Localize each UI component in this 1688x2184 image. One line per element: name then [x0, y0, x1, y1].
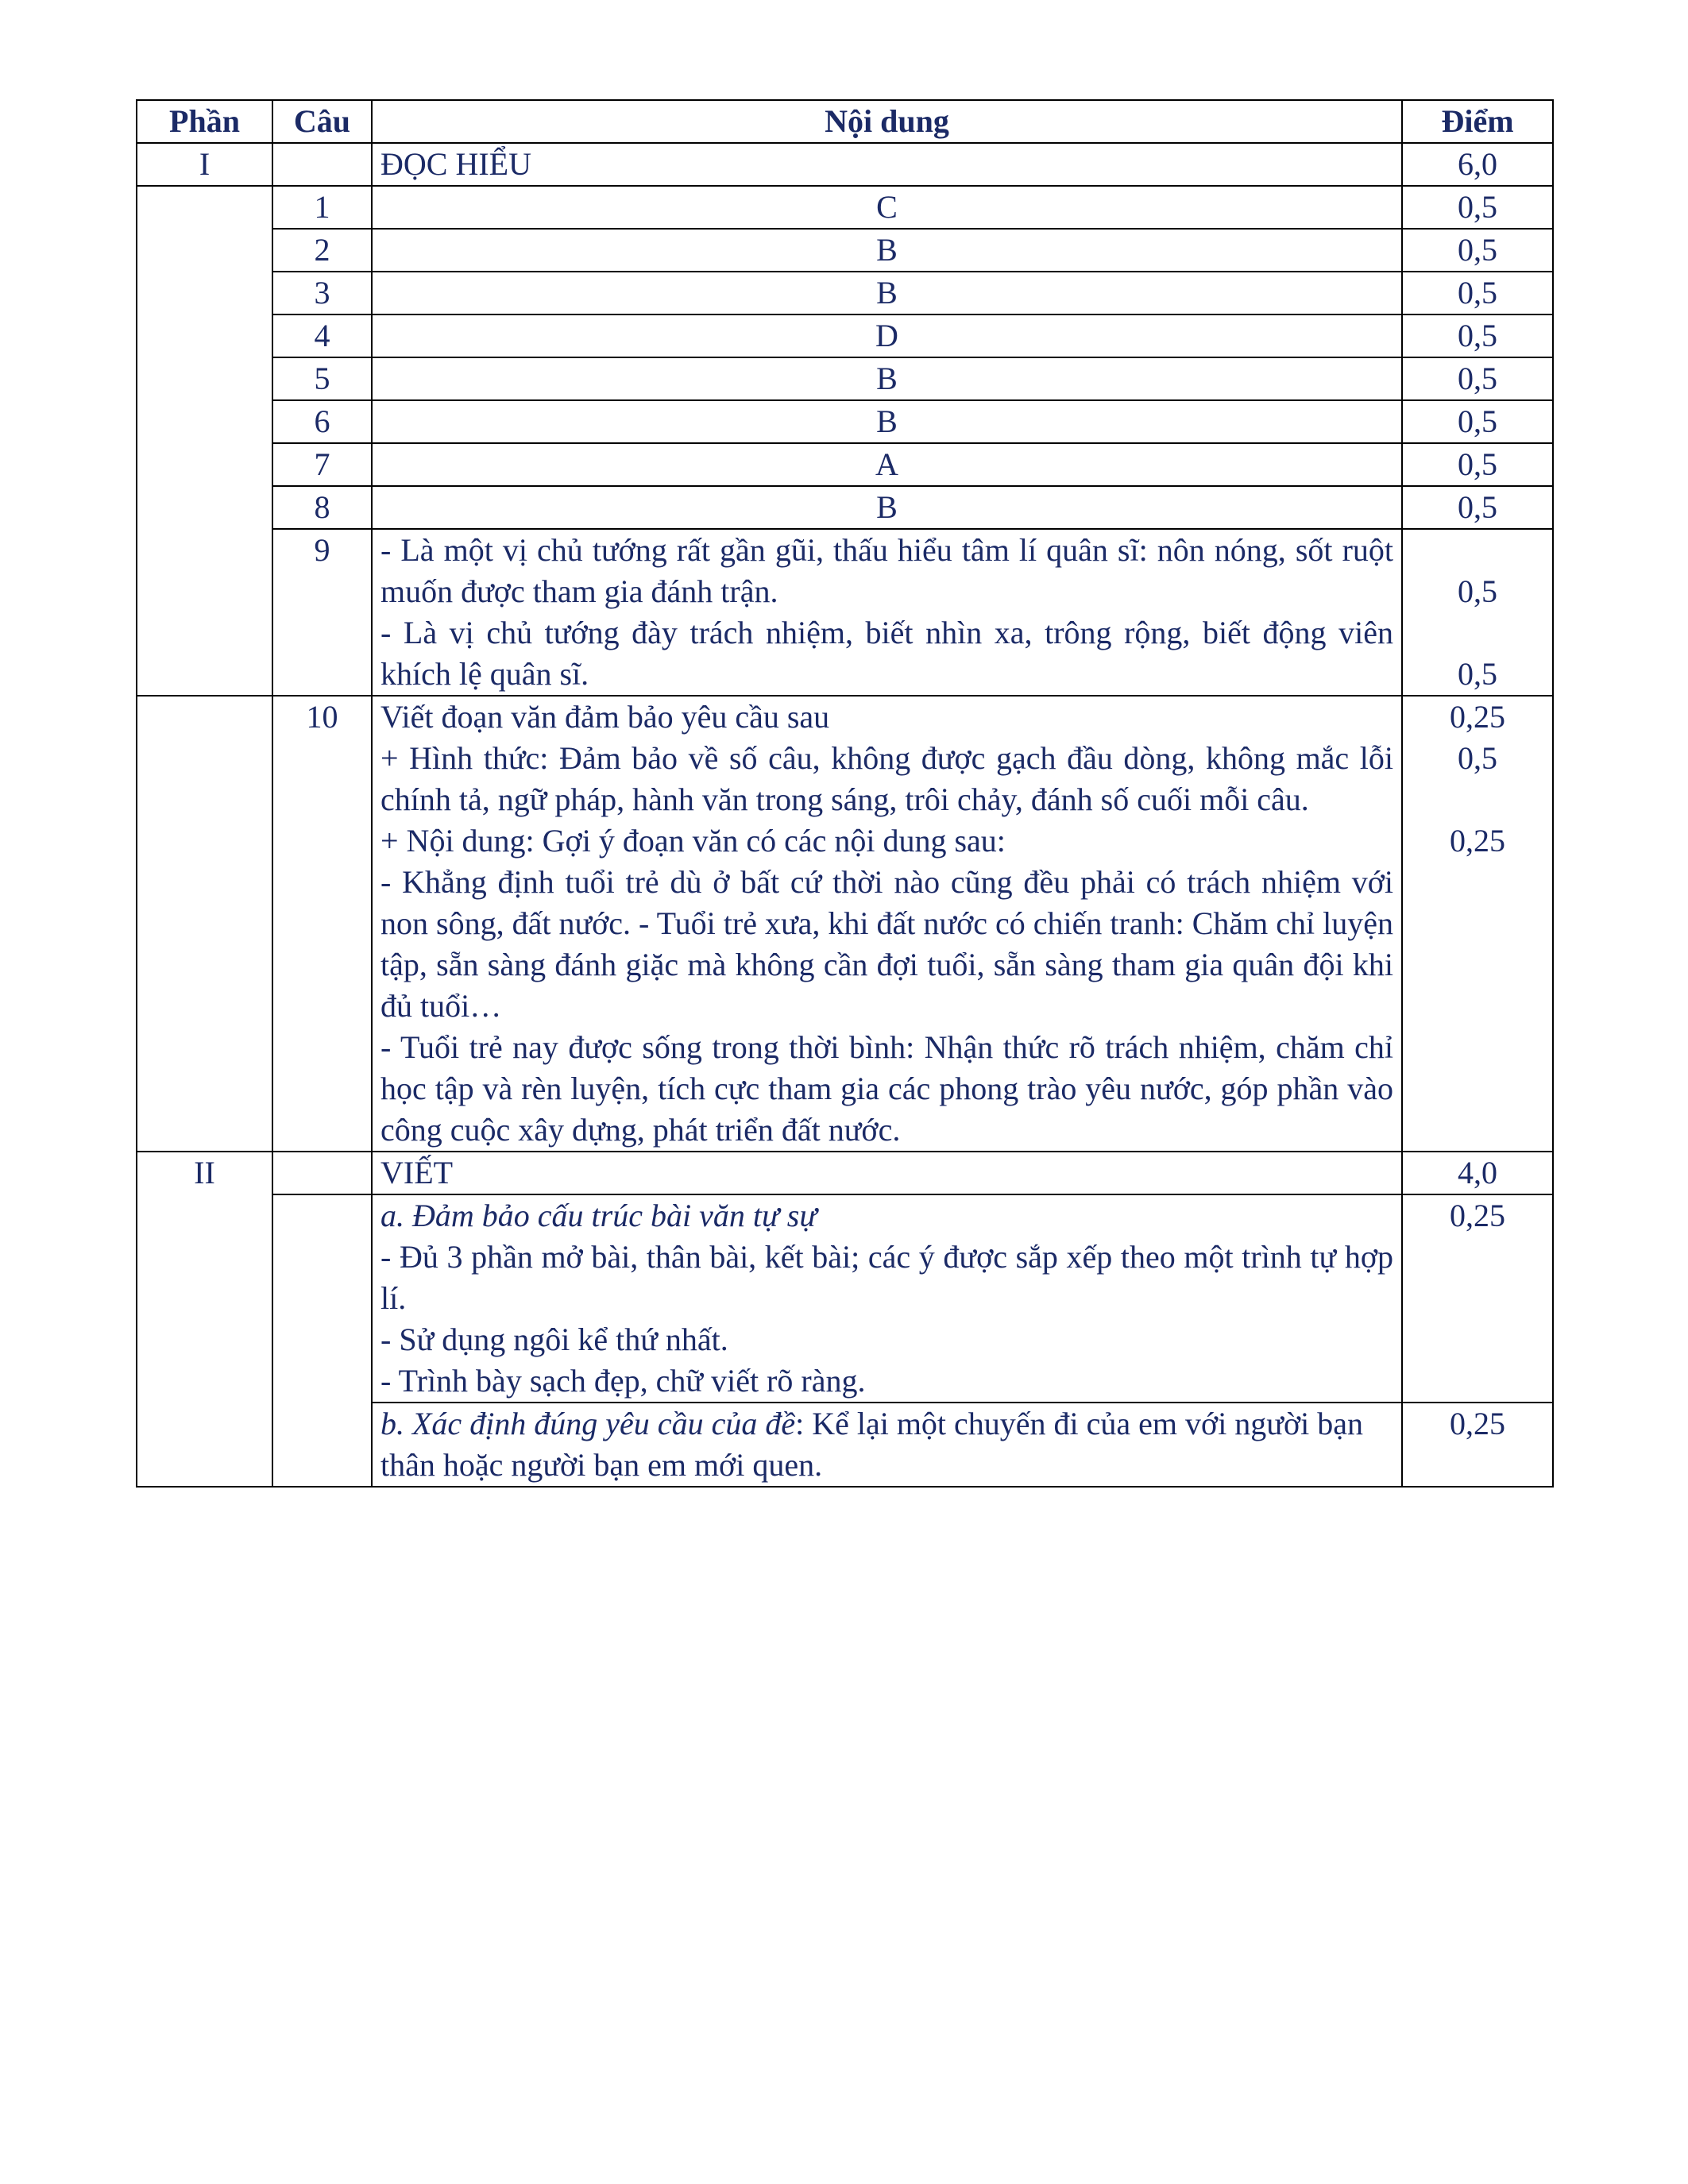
score-cell: 0,5	[1402, 400, 1553, 443]
question-number: 3	[272, 272, 372, 314]
answer-cell: B	[372, 272, 1402, 314]
question-number: 1	[272, 186, 372, 229]
question-number: 10	[272, 696, 372, 1152]
answer-paragraph: - Khẳng định tuổi trẻ dù ở bất cứ thời nào cũng đều phải có trách nhiệm với non sông, đất nước. - Tuổi trẻ xưa, khi đất nước có chiến tranh: Chăm chỉ luyện tập, sẵn sàng đánh giặc mà không cần đợi tuổi, sẵn sàng tham gia quân đội khi đủ tuổi…	[380, 864, 1393, 1024]
score-cell: 0,5	[1402, 443, 1553, 486]
answer-paragraph: - Là vị chủ tướng đày trách nhiệm, biết nhìn xa, trông rộng, biết động viên khích lệ quân sĩ.	[380, 615, 1393, 692]
score-cell: 0,5	[1402, 486, 1553, 529]
answer-key-table	[136, 99, 1554, 1488]
header-score: Điểm	[1402, 100, 1553, 143]
answer-paragraph: - Trình bày sạch đẹp, chữ viết rõ ràng.	[380, 1363, 866, 1399]
table-row	[137, 443, 1553, 486]
header-row	[137, 100, 1553, 143]
answer-content	[372, 529, 1402, 696]
answer-content	[372, 1194, 1402, 1403]
section-row-writing	[137, 1152, 1553, 1194]
score-value: 0,25	[1450, 699, 1505, 735]
table-row	[137, 272, 1553, 314]
header-content: Nội dung	[372, 100, 1402, 143]
empty-part-cell	[137, 696, 272, 1152]
question-number: 4	[272, 314, 372, 357]
criterion-heading: a. Đảm bảo cấu trúc bài văn tự sự	[380, 1198, 817, 1233]
answer-paragraph: + Nội dung: Gợi ý đoạn văn có các nội dung sau:	[380, 823, 1006, 859]
score-cell	[1402, 529, 1553, 696]
question-number: 7	[272, 443, 372, 486]
score-cell	[1402, 696, 1553, 1152]
table-row	[137, 486, 1553, 529]
question-number: 2	[272, 229, 372, 272]
table-row	[137, 186, 1553, 229]
empty-part-cell	[137, 186, 272, 696]
answer-paragraph: : Kể lại một chuyến đi của em với người bạn thân hoặc người bạn em mới quen.	[380, 1406, 1363, 1483]
answer-cell: B	[372, 400, 1402, 443]
answer-cell: D	[372, 314, 1402, 357]
table-row-writing-a	[137, 1194, 1553, 1403]
score-cell: 0,5	[1402, 229, 1553, 272]
table-row	[137, 314, 1553, 357]
section-title: VIẾT	[372, 1152, 1402, 1194]
score-cell: 0,5	[1402, 272, 1553, 314]
answer-cell: B	[372, 486, 1402, 529]
section-row-reading	[137, 143, 1553, 186]
table-row-q9	[137, 529, 1553, 696]
score-cell: 0,5	[1402, 357, 1553, 400]
question-number: 9	[272, 529, 372, 696]
score-cell: 0,25	[1402, 1403, 1553, 1487]
question-number: 8	[272, 486, 372, 529]
answer-paragraph: Viết đoạn văn đảm bảo yêu cầu sau	[380, 699, 830, 735]
score-value: 0,5	[1458, 656, 1497, 692]
header-question: Câu	[272, 100, 372, 143]
answer-paragraph: - Đủ 3 phần mở bài, thân bài, kết bài; các ý được sắp xếp theo một trình tự hợp lí.	[380, 1239, 1393, 1316]
answer-content	[372, 1403, 1402, 1487]
score-value: 0,25	[1450, 823, 1505, 859]
question-number: 5	[272, 357, 372, 400]
section-score: 6,0	[1402, 143, 1553, 186]
criterion-heading: b. Xác định đúng yêu cầu của đề	[380, 1406, 796, 1441]
table-row-q10	[137, 696, 1553, 1152]
score-cell: 0,5	[1402, 314, 1553, 357]
answer-cell: B	[372, 357, 1402, 400]
question-number: 6	[272, 400, 372, 443]
header-part: Phần	[137, 100, 272, 143]
score-value: 0,5	[1458, 740, 1497, 776]
answer-cell: B	[372, 229, 1402, 272]
section-score: 4,0	[1402, 1152, 1553, 1194]
section-part-number: II	[137, 1152, 272, 1487]
empty-cell	[272, 1152, 372, 1194]
answer-paragraph: - Là một vị chủ tướng rất gần gũi, thấu hiểu tâm lí quân sĩ: nôn nóng, sốt ruột muốn được tham gia đánh trận.	[380, 532, 1393, 609]
section-title: ĐỌC HIỂU	[372, 143, 1402, 186]
answer-cell: C	[372, 186, 1402, 229]
answer-cell: A	[372, 443, 1402, 486]
score-cell: 0,25	[1402, 1194, 1553, 1403]
section-part-number: I	[137, 143, 272, 186]
answer-content	[372, 696, 1402, 1152]
answer-paragraph: + Hình thức: Đảm bảo về số câu, không được gạch đầu dòng, không mắc lỗi chính tả, ngữ pháp, hành văn trong sáng, trôi chảy, đánh số cuối mỗi câu.	[380, 740, 1393, 817]
answer-paragraph: - Tuổi trẻ nay được sống trong thời bình: Nhận thức rõ trách nhiệm, chăm chỉ học tập và rèn luyện, tích cực tham gia các phong trào yêu nước, góp phần vào công cuộc xây dựng, phát triển đất nước.	[380, 1029, 1393, 1148]
score-cell: 0,5	[1402, 186, 1553, 229]
table-row	[137, 357, 1553, 400]
answer-paragraph: - Sử dụng ngôi kể thứ nhất.	[380, 1322, 728, 1357]
table-row	[137, 229, 1553, 272]
table-row	[137, 400, 1553, 443]
score-value: 0,5	[1458, 573, 1497, 609]
empty-cell	[272, 1194, 372, 1487]
empty-cell	[272, 143, 372, 186]
